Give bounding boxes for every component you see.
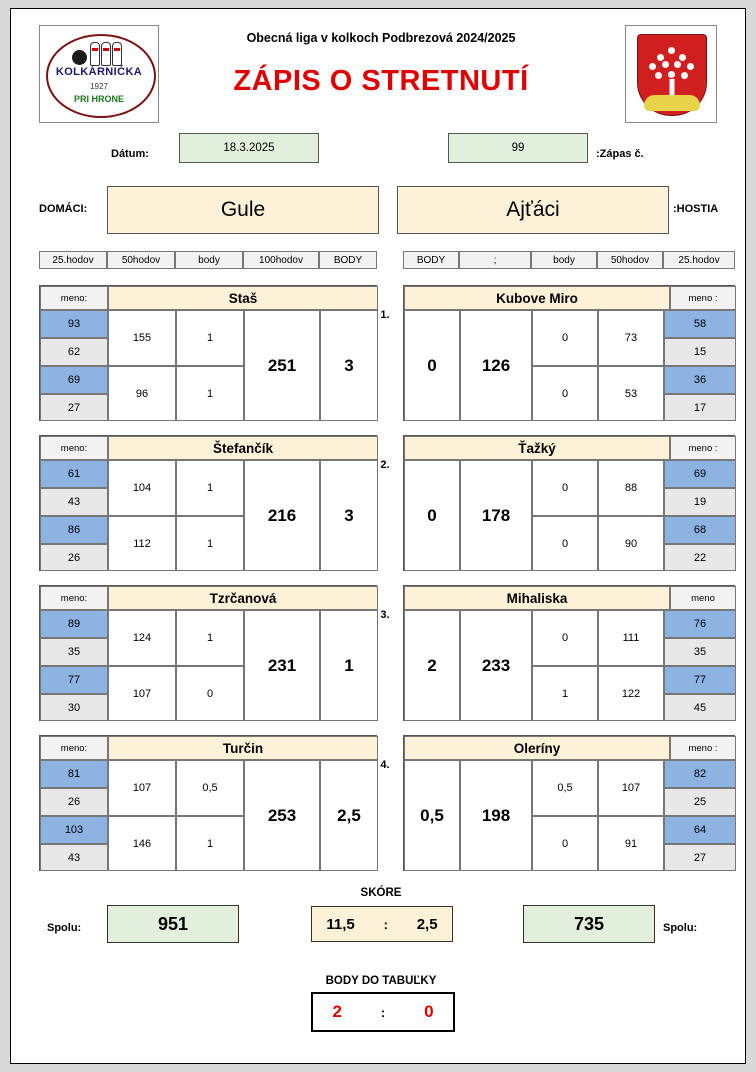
meno-label: meno : <box>670 736 736 760</box>
colhead-right-2: body <box>531 251 597 269</box>
away-throw-2-3[interactable]: 68 <box>664 516 736 544</box>
home-points-4[interactable]: 2,5 <box>320 760 378 871</box>
player-block-away-3 <box>403 585 735 721</box>
away-halfpoint-4-1[interactable]: 0,5 <box>532 760 598 816</box>
home-player-name-4[interactable]: Turčin <box>108 736 378 760</box>
away-halfpoint-3-1[interactable]: 0 <box>532 610 598 666</box>
away-points-4[interactable]: 0,5 <box>404 760 460 871</box>
body-table-label: BODY DO TABUĽKY <box>325 975 437 987</box>
skore-separator: : <box>383 916 388 932</box>
club-name: KOLKÁRNIČKA <box>55 66 143 78</box>
home-half-2-2[interactable]: 112 <box>108 516 176 571</box>
home-halfpoint-4-1[interactable]: 0,5 <box>176 760 244 816</box>
away-total-1[interactable]: 126 <box>460 310 532 421</box>
match-number-label: :Zápas č. <box>596 148 644 160</box>
home-player-name-2[interactable]: Štefančík <box>108 436 378 460</box>
away-halfpoint-2-2[interactable]: 0 <box>532 516 598 571</box>
home-half-1-2[interactable]: 96 <box>108 366 176 421</box>
spolu-home-label: Spolu: <box>47 922 82 934</box>
colhead-right-0: BODY <box>403 251 459 269</box>
match-report-sheet <box>10 8 746 1064</box>
away-halfpoint-2-1[interactable]: 0 <box>532 460 598 516</box>
bowling-pins-icon <box>70 38 128 66</box>
player-block-home-3 <box>39 585 377 721</box>
away-throw-2-4[interactable]: 22 <box>664 544 736 571</box>
home-halfpoint-2-2[interactable]: 1 <box>176 516 244 571</box>
away-team-name[interactable]: Ajťáci <box>397 186 669 234</box>
away-player-name-3[interactable]: Mihaliska <box>404 586 670 610</box>
away-half-1-1[interactable]: 73 <box>598 310 664 366</box>
home-points-2[interactable]: 3 <box>320 460 378 571</box>
away-player-name-4[interactable]: Oleríny <box>404 736 670 760</box>
away-half-2-1[interactable]: 88 <box>598 460 664 516</box>
home-total-3[interactable]: 231 <box>244 610 320 721</box>
page-title: ZÁPIS O STRETNUTÍ <box>233 65 529 97</box>
home-throw-2-4[interactable]: 26 <box>40 544 108 571</box>
home-throw-3-3[interactable]: 77 <box>40 666 108 694</box>
club-subtitle: PRI HRONE <box>73 94 124 104</box>
skore-away: 2,5 <box>416 915 438 933</box>
away-throw-4-3[interactable]: 64 <box>664 816 736 844</box>
skore-box <box>311 906 453 942</box>
colhead-left-3: 100hodov <box>243 251 319 269</box>
home-throw-4-2[interactable]: 26 <box>40 788 108 816</box>
home-throw-3-4[interactable]: 30 <box>40 694 108 721</box>
colhead-left-4: BODY <box>319 251 377 269</box>
player-block-home-2 <box>39 435 377 571</box>
away-half-4-1[interactable]: 107 <box>598 760 664 816</box>
body-separator: : <box>380 1004 386 1020</box>
away-half-1-2[interactable]: 53 <box>598 366 664 421</box>
away-total-3[interactable]: 233 <box>460 610 532 721</box>
colhead-left-0: 25.hodov <box>39 251 107 269</box>
home-halfpoint-3-2[interactable]: 0 <box>176 666 244 721</box>
home-halfpoint-1-1[interactable]: 1 <box>176 310 244 366</box>
away-throw-4-4[interactable]: 27 <box>664 844 736 871</box>
spolu-home-value: 951 <box>107 905 239 943</box>
player-block-home-4 <box>39 735 377 871</box>
club-logo <box>39 25 159 123</box>
home-team-name[interactable]: Gule <box>107 186 379 234</box>
away-throw-1-3[interactable]: 36 <box>664 366 736 394</box>
away-halfpoint-3-2[interactable]: 1 <box>532 666 598 721</box>
meno-label: meno: <box>40 436 108 460</box>
home-throw-3-1[interactable]: 89 <box>40 610 108 638</box>
home-throw-1-1[interactable]: 93 <box>40 310 108 338</box>
home-throw-1-3[interactable]: 69 <box>40 366 108 394</box>
body-table-box <box>311 992 455 1032</box>
home-throw-2-2[interactable]: 43 <box>40 488 108 516</box>
club-year: 1927 <box>90 82 108 91</box>
home-total-4[interactable]: 253 <box>244 760 320 871</box>
away-halfpoint-1-1[interactable]: 0 <box>532 310 598 366</box>
body-away: 0 <box>424 1002 434 1021</box>
home-player-name-1[interactable]: Staš <box>108 286 378 310</box>
colhead-right-4: 25.hodov <box>663 251 735 269</box>
home-half-1-1[interactable]: 155 <box>108 310 176 366</box>
home-half-2-1[interactable]: 104 <box>108 460 176 516</box>
player-block-away-1 <box>403 285 735 421</box>
home-throw-4-4[interactable]: 43 <box>40 844 108 871</box>
home-throw-4-1[interactable]: 81 <box>40 760 108 788</box>
row-index-1: 1. <box>380 309 390 321</box>
home-half-4-1[interactable]: 107 <box>108 760 176 816</box>
bowling-ball-icon <box>72 50 87 65</box>
home-half-4-2[interactable]: 146 <box>108 816 176 871</box>
meno-label: meno <box>670 586 736 610</box>
away-player-name-2[interactable]: Ťažký <box>404 436 670 460</box>
home-half-3-1[interactable]: 124 <box>108 610 176 666</box>
away-throw-4-2[interactable]: 25 <box>664 788 736 816</box>
row-index-3: 3. <box>380 609 390 621</box>
away-halfpoint-1-2[interactable]: 0 <box>532 366 598 421</box>
home-throw-1-4[interactable]: 27 <box>40 394 108 421</box>
home-throw-2-1[interactable]: 61 <box>40 460 108 488</box>
away-throw-1-4[interactable]: 17 <box>664 394 736 421</box>
match-number-value[interactable]: 99 <box>448 133 588 163</box>
home-halfpoint-4-2[interactable]: 1 <box>176 816 244 871</box>
home-total-1[interactable]: 251 <box>244 310 320 421</box>
colhead-left-2: body <box>175 251 243 269</box>
date-value[interactable]: 18.3.2025 <box>179 133 319 163</box>
colhead-right-1: ; <box>459 251 531 269</box>
spolu-away-label: Spolu: <box>663 922 698 934</box>
away-throw-3-2[interactable]: 35 <box>664 638 736 666</box>
away-throw-4-1[interactable]: 82 <box>664 760 736 788</box>
away-label: :HOSTIA <box>673 203 719 215</box>
away-half-3-1[interactable]: 111 <box>598 610 664 666</box>
away-throw-1-1[interactable]: 58 <box>664 310 736 338</box>
league-title: Obecná liga v kolkoch Podbrezová 2024/2025 <box>246 31 516 45</box>
row-index-4: 4. <box>380 759 390 771</box>
away-halfpoint-4-2[interactable]: 0 <box>532 816 598 871</box>
home-throw-1-2[interactable]: 62 <box>40 338 108 366</box>
away-half-3-2[interactable]: 122 <box>598 666 664 721</box>
away-half-4-2[interactable]: 91 <box>598 816 664 871</box>
body-home: 2 <box>332 1002 342 1021</box>
municipal-crest-icon <box>625 25 717 123</box>
row-index-2: 2. <box>380 459 390 471</box>
home-half-3-2[interactable]: 107 <box>108 666 176 721</box>
away-player-name-1[interactable]: Kubove Miro <box>404 286 670 310</box>
away-points-2[interactable]: 0 <box>404 460 460 571</box>
home-points-1[interactable]: 3 <box>320 310 378 421</box>
skore-home: 11,5 <box>326 915 355 933</box>
home-throw-4-3[interactable]: 103 <box>40 816 108 844</box>
home-total-2[interactable]: 216 <box>244 460 320 571</box>
colhead-right-3: 50hodov <box>597 251 663 269</box>
home-halfpoint-3-1[interactable]: 1 <box>176 610 244 666</box>
away-half-2-2[interactable]: 90 <box>598 516 664 571</box>
home-label: DOMÁCI: <box>39 203 88 215</box>
home-throw-2-3[interactable]: 86 <box>40 516 108 544</box>
player-block-home-1 <box>39 285 377 421</box>
away-throw-1-2[interactable]: 15 <box>664 338 736 366</box>
home-halfpoint-2-1[interactable]: 1 <box>176 460 244 516</box>
date-label: Dátum: <box>111 148 149 160</box>
meno-label: meno : <box>670 286 736 310</box>
home-points-3[interactable]: 1 <box>320 610 378 721</box>
colhead-left-1: 50hodov <box>107 251 175 269</box>
home-player-name-3[interactable]: Tzrčanová <box>108 586 378 610</box>
away-throw-2-2[interactable]: 19 <box>664 488 736 516</box>
meno-label: meno: <box>40 286 108 310</box>
home-halfpoint-1-2[interactable]: 1 <box>176 366 244 421</box>
away-points-1[interactable]: 0 <box>404 310 460 421</box>
home-throw-3-2[interactable]: 35 <box>40 638 108 666</box>
away-throw-3-4[interactable]: 45 <box>664 694 736 721</box>
away-points-3[interactable]: 2 <box>404 610 460 721</box>
meno-label: meno: <box>40 736 108 760</box>
meno-label: meno: <box>40 586 108 610</box>
player-block-away-4 <box>403 735 735 871</box>
away-total-4[interactable]: 198 <box>460 760 532 871</box>
skore-label: SKÓRE <box>360 887 402 899</box>
spolu-away-value: 735 <box>523 905 655 943</box>
player-block-away-2 <box>403 435 735 571</box>
meno-label: meno : <box>670 436 736 460</box>
away-throw-3-1[interactable]: 76 <box>664 610 736 638</box>
away-throw-3-3[interactable]: 77 <box>664 666 736 694</box>
away-throw-2-1[interactable]: 69 <box>664 460 736 488</box>
away-total-2[interactable]: 178 <box>460 460 532 571</box>
